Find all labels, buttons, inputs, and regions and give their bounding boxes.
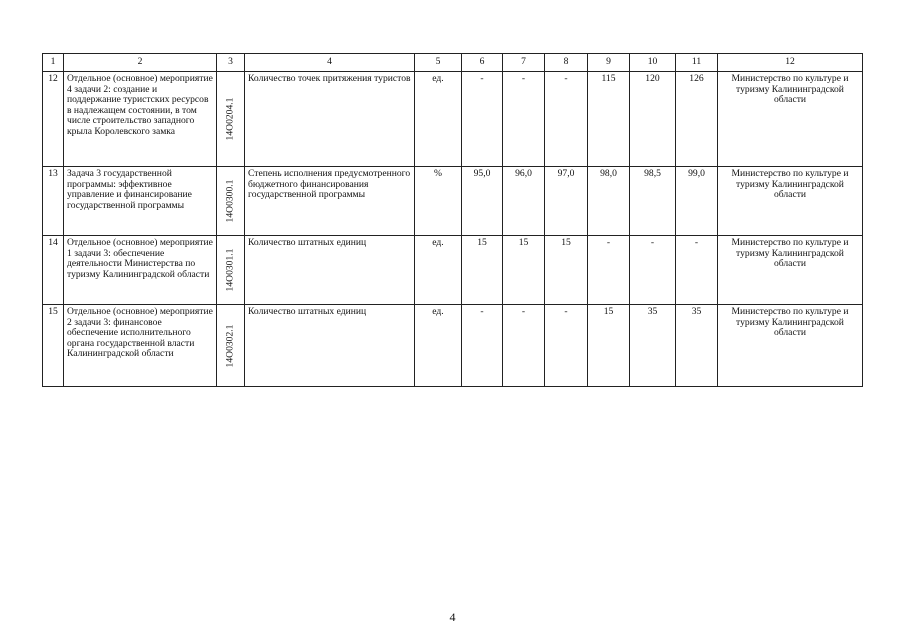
value-cell: 35 — [676, 305, 718, 387]
header-cell: 10 — [630, 54, 676, 72]
value-cell: - — [462, 72, 503, 167]
header-cell: 7 — [503, 54, 545, 72]
value-cell: 97,0 — [545, 167, 588, 236]
table-row — [43, 236, 863, 305]
event-cell: Задача 3 государственной программы: эффективное управление и финансирование государственной программы — [64, 167, 217, 236]
unit-cell: ед. — [415, 72, 462, 167]
value-cell: - — [462, 305, 503, 387]
unit-cell: % — [415, 167, 462, 236]
value-cell: - — [676, 236, 718, 305]
row-number: 12 — [43, 72, 64, 167]
value-cell: - — [545, 305, 588, 387]
value-cell: 99,0 — [676, 167, 718, 236]
header-cell: 2 — [64, 54, 217, 72]
table-header-row — [43, 54, 863, 72]
page-number: 4 — [449, 610, 456, 624]
indicator-cell: Степень исполнения предусмотренного бюджетного финансирования государственной программы — [245, 167, 415, 236]
value-cell: 98,0 — [588, 167, 630, 236]
header-cell: 12 — [718, 54, 863, 72]
value-cell: 35 — [630, 305, 676, 387]
header-cell: 11 — [676, 54, 718, 72]
value-cell: 96,0 — [503, 167, 545, 236]
header-cell: 4 — [245, 54, 415, 72]
value-cell: 15 — [462, 236, 503, 305]
program-table — [42, 53, 863, 387]
value-cell: - — [503, 72, 545, 167]
code-cell — [217, 236, 245, 305]
code-text: 14О0301.1 — [224, 248, 236, 292]
table-row — [43, 167, 863, 236]
code-text: 14О0302.1 — [224, 324, 236, 367]
value-cell: 120 — [630, 72, 676, 167]
header-cell: 5 — [415, 54, 462, 72]
row-number: 13 — [43, 167, 64, 236]
indicator-cell: Количество штатных единиц — [245, 305, 415, 387]
value-cell: 15 — [588, 305, 630, 387]
value-cell: 126 — [676, 72, 718, 167]
code-cell — [217, 72, 245, 167]
event-cell: Отдельное (основное) мероприятие 2 задачи 3: финансовое обеспечение исполнительного органа государственной власти Калининградской области — [64, 305, 217, 387]
event-cell: Отдельное (основное) мероприятие 1 задачи 3: обеспечение деятельности Министерства по туризму Калининградской области — [64, 236, 217, 305]
header-cell: 8 — [545, 54, 588, 72]
code-text: 14О0204.1 — [224, 97, 236, 141]
code-cell — [217, 305, 245, 387]
row-number: 14 — [43, 236, 64, 305]
indicator-cell: Количество точек притяжения туристов — [245, 72, 415, 167]
executor-cell: Министерство по культуре и туризму Калининградской области — [718, 305, 863, 387]
unit-cell: ед. — [415, 236, 462, 305]
value-cell: - — [588, 236, 630, 305]
code-text: 14О0300.1 — [224, 179, 236, 223]
value-cell: 95,0 — [462, 167, 503, 236]
executor-cell: Министерство по культуре и туризму Калининградской области — [718, 236, 863, 305]
code-cell — [217, 167, 245, 236]
header-cell: 1 — [43, 54, 64, 72]
unit-cell: ед. — [415, 305, 462, 387]
indicator-cell: Количество штатных единиц — [245, 236, 415, 305]
header-cell: 3 — [217, 54, 245, 72]
executor-cell: Министерство по культуре и туризму Калининградской области — [718, 72, 863, 167]
header-cell: 9 — [588, 54, 630, 72]
executor-cell: Министерство по культуре и туризму Калининградской области — [718, 167, 863, 236]
table-row — [43, 305, 863, 387]
value-cell: 98,5 — [630, 167, 676, 236]
value-cell: - — [545, 72, 588, 167]
table-row — [43, 72, 863, 167]
value-cell: - — [630, 236, 676, 305]
header-cell: 6 — [462, 54, 503, 72]
event-cell: Отдельное (основное) мероприятие 4 задачи 2: создание и поддержание туристских ресурсов в надлежащем состоянии, в том числе строительство западного крыла Королевского замка — [64, 72, 217, 167]
value-cell: - — [503, 305, 545, 387]
value-cell: 15 — [545, 236, 588, 305]
value-cell: 15 — [503, 236, 545, 305]
row-number: 15 — [43, 305, 64, 387]
value-cell: 115 — [588, 72, 630, 167]
